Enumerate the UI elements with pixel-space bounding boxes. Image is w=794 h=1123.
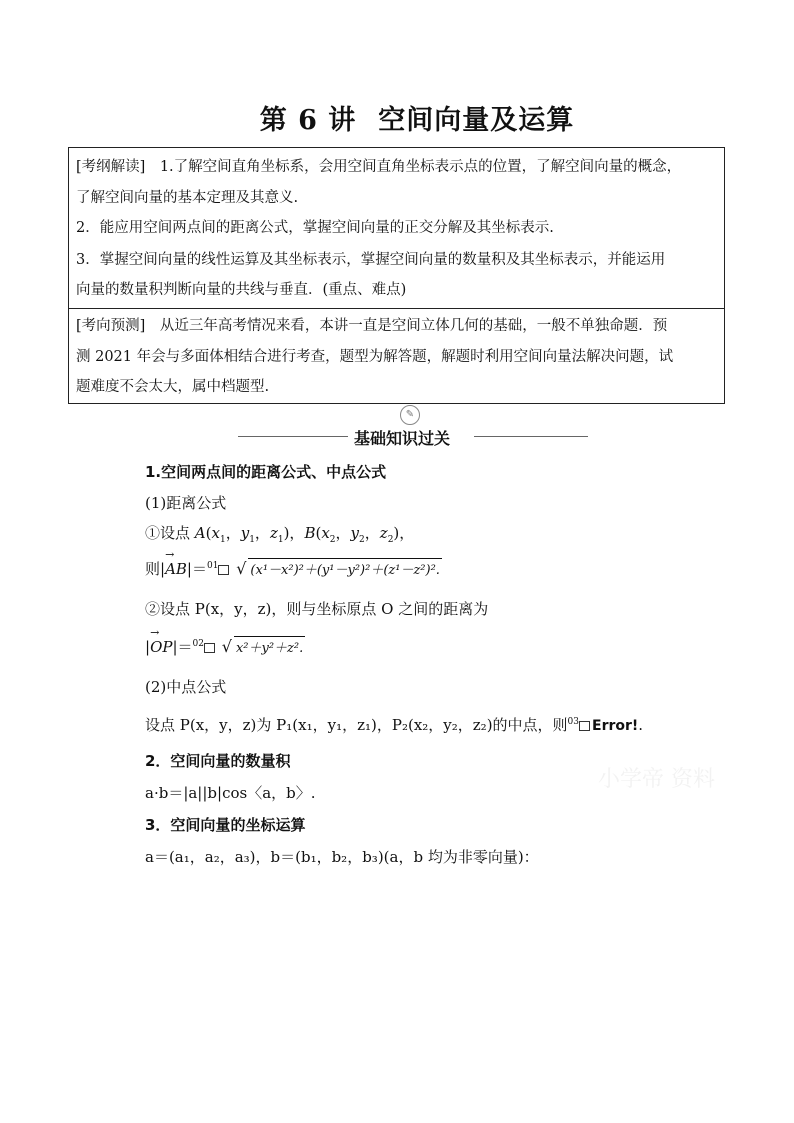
op-equals: |＝ (172, 638, 193, 656)
heading-coordinate-ops: 3．空间向量的坐标运算 (145, 816, 306, 834)
exam-outline-line-1: [考纲解读] 1.了解空间直角坐标系，会用空间直角坐标表示点的位置，了解空间向量的概念， (76, 159, 682, 175)
distance-formula-op (145, 636, 305, 657)
coordinate-definition: a＝(a₁，a₂，a₃)，b＝(b₁，b₂，b₃)(a，b 均为非零向量)： (145, 848, 539, 866)
heading-midpoint-formula: (2)中点公式 (145, 678, 227, 696)
marker-02: 02 (192, 639, 204, 649)
op-formula: x²＋y²＋z². (234, 636, 305, 656)
exam-outline-box (68, 147, 725, 309)
section-rule-right (474, 436, 588, 437)
blank-box-icon (218, 565, 229, 575)
error-text: Error! (592, 718, 639, 734)
distance-formula-ab (145, 558, 442, 579)
page-title (0, 98, 794, 137)
sqrt-icon: √ (236, 559, 247, 578)
marker-03: 03 (567, 717, 579, 727)
blank-box-icon (579, 721, 590, 731)
item-2: ②设点 P(x，y，z)，则与坐标原点 O 之间的距离为 (145, 600, 489, 618)
exam-outline-line-5: 向量的数量积判断向量的共线与垂直．(重点、难点) (76, 282, 407, 298)
exam-outline-line-3: 2．能应用空间两点间的距离公式，掌握空间向量的正交分解及其坐标表示. (76, 220, 554, 236)
section-emblem-icon: ✎ (400, 405, 420, 425)
ab-formula: (x¹－x²)²＋(y¹－y²)²＋(z¹－z²)². (248, 558, 442, 578)
exam-outline-line-2: 了解空间向量的基本定理及其意义. (76, 190, 299, 206)
heading-distance-formula: (1)距离公式 (145, 494, 227, 512)
ab-equals: |＝ (186, 560, 207, 578)
heading-dot-product: 2．空间向量的数量积 (145, 752, 291, 770)
item-1-prefix: ①设点 (145, 524, 195, 542)
lecture-topic: 空间向量及运算 (378, 105, 575, 136)
vector-ab: → AB (165, 560, 187, 578)
sqrt-icon: √ (221, 637, 232, 656)
blank-box-icon (204, 643, 215, 653)
lecture-number: 第 6 讲 (259, 105, 357, 136)
error-end: . (638, 716, 644, 734)
exam-outline-line-4: 3．掌握空间向量的线性运算及其坐标表示，掌握空间向量的数量积及其坐标表示，并能运用 (76, 252, 666, 268)
forecast-line-3: 题难度不会太大，属中档题型. (76, 379, 270, 395)
forecast-box (68, 308, 725, 404)
op-prefix: | (145, 638, 151, 656)
marker-01: 01 (206, 561, 219, 571)
forecast-line-2: 测 2021 年会与多面体相结合进行考查，题型为解答题，解题时利用空间向量法解决问题，试 (76, 349, 674, 365)
ab-prefix: 则| (145, 560, 166, 578)
section-rule-left (238, 436, 348, 437)
forecast-line-1: [考向预测] 从近三年高考情况来看，本讲一直是空间立体几何的基础，一般不单独命题．预 (76, 318, 668, 334)
item-1: ①设点 $A(x_1$，$y_1$，$z_1$)，$B(x_2$，$y_2$，$z_2$)， (145, 524, 415, 545)
section-header (238, 426, 588, 448)
dot-product-formula: a·b＝|a||b|cos〈a，b〉. (145, 784, 316, 802)
vector-op: → OP (150, 638, 172, 656)
midpoint-formula (145, 714, 643, 735)
midpoint-text: 设点 P(x，y，z)为 P₁(x₁，y₁，z₁)，P₂(x₂，y₂，z₂)的中点，则 (145, 716, 568, 734)
section-title: 基础知识过关 (354, 429, 451, 448)
item-1-rest: ， (399, 524, 415, 542)
watermark: 小学帝 资料 (598, 767, 715, 792)
heading-distance-midpoint: 1.空间两点间的距离公式、中点公式 (145, 463, 387, 481)
